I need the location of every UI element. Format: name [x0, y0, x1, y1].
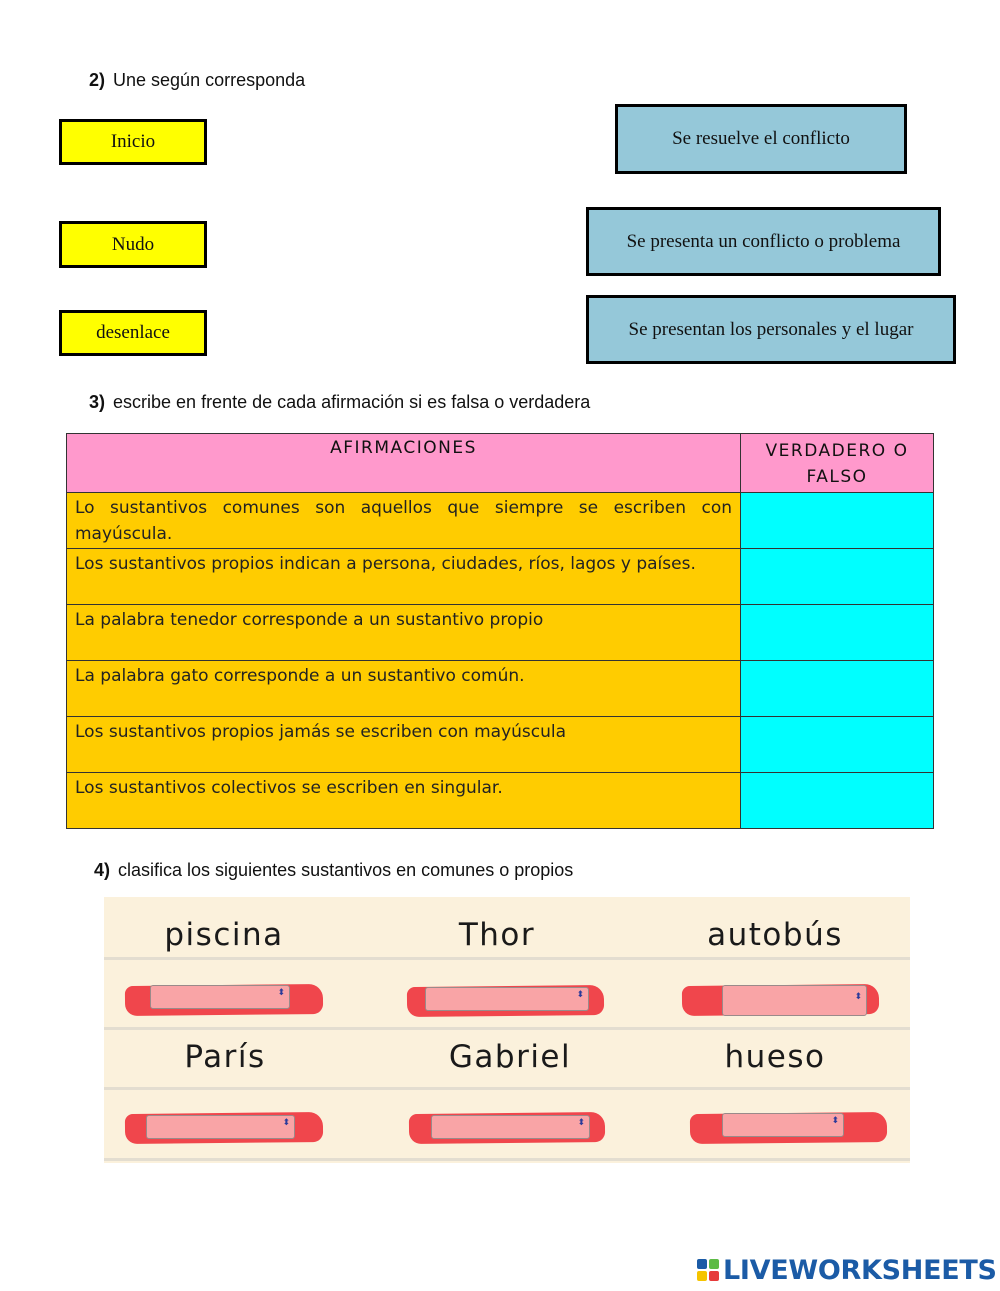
answer-input[interactable] [741, 493, 934, 549]
liveworksheets-logo [697, 1252, 997, 1288]
dropdown-arrows-icon: ⬍ [282, 1118, 290, 1128]
section-3-number: 3) [89, 392, 106, 412]
table-row [67, 549, 934, 605]
classify-select-thor[interactable] [425, 987, 589, 1011]
statement-cell: La palabra tenedor corresponde a un sustantivo propio [67, 605, 741, 661]
section-2-number: 2) [89, 70, 106, 90]
logo-square [697, 1271, 707, 1281]
section-3-title: escribe en frente de cada afirmación si es falsa o verdadera [113, 392, 591, 412]
section-4-title: clasifica los siguientes sustantivos en comunes o propios [118, 860, 574, 880]
answer-input[interactable] [741, 549, 934, 605]
word-gabriel: Gabriel [448, 1039, 572, 1075]
board-divider [104, 1087, 910, 1090]
section-3-heading [89, 392, 590, 413]
logo-square [709, 1259, 719, 1269]
match-right-presenta-conflicto[interactable]: Se presenta un conflicto o problema [586, 207, 941, 276]
statement-cell: Los sustantivos colectivos se escriben en singular. [67, 773, 741, 829]
match-right-resuelve[interactable]: Se resuelve el conflicto [615, 104, 907, 174]
statement-cell: La palabra gato corresponde a un sustantivo común. [67, 661, 741, 717]
statement-cell: Lo sustantivos comunes son aquellos que siempre se escriben con mayúscula. [67, 493, 741, 549]
column-header-statements: AFIRMACIONES [67, 434, 741, 493]
section-4-heading [94, 860, 573, 881]
classify-select-gabriel[interactable] [431, 1115, 590, 1139]
match-left-inicio[interactable]: Inicio [59, 119, 207, 165]
answer-input[interactable] [741, 717, 934, 773]
section-4-number: 4) [94, 860, 111, 880]
classify-select-hueso[interactable] [722, 1113, 844, 1137]
logo-square [709, 1271, 719, 1281]
board-divider [104, 1158, 910, 1161]
table-row [67, 493, 934, 549]
dropdown-arrows-icon: ⬍ [831, 1116, 839, 1126]
board-divider [104, 1027, 910, 1030]
dropdown-arrows-icon: ⬍ [577, 1118, 585, 1128]
table-row [67, 605, 934, 661]
match-right-presentan-personajes[interactable]: Se presentan los personales y el lugar [586, 295, 956, 364]
dropdown-arrows-icon: ⬍ [277, 988, 285, 998]
word-autobus: autobús [707, 917, 843, 953]
answer-input[interactable] [741, 773, 934, 829]
true-false-table [66, 433, 934, 829]
logo-text: LIVEWORKSHEETS [723, 1254, 997, 1286]
dropdown-arrows-icon: ⬍ [854, 992, 862, 1002]
classify-select-autobus[interactable] [722, 985, 867, 1016]
word-thor: Thor [458, 917, 536, 953]
logo-grid-icon [697, 1259, 719, 1281]
word-hueso: hueso [724, 1039, 826, 1075]
classify-select-piscina[interactable] [150, 985, 290, 1009]
table-row [67, 773, 934, 829]
answer-input[interactable] [741, 605, 934, 661]
classify-select-paris[interactable] [146, 1115, 295, 1139]
answer-input[interactable] [741, 661, 934, 717]
logo-square [697, 1259, 707, 1269]
board-divider [104, 957, 910, 960]
match-left-nudo[interactable]: Nudo [59, 221, 207, 268]
statement-cell: Los sustantivos propios indican a persona, ciudades, ríos, lagos y países. [67, 549, 741, 605]
column-header-answer: VERDADERO O FALSO [741, 434, 934, 493]
match-left-desenlace[interactable]: desenlace [59, 310, 207, 356]
word-piscina: piscina [164, 917, 284, 953]
dropdown-arrows-icon: ⬍ [576, 990, 584, 1000]
table-row [67, 717, 934, 773]
section-2-heading [89, 70, 305, 91]
classification-board [104, 897, 910, 1163]
table-row [67, 661, 934, 717]
word-paris: París [184, 1039, 266, 1075]
statement-cell: Los sustantivos propios jamás se escriben con mayúscula [67, 717, 741, 773]
section-2-title: Une según corresponda [113, 70, 306, 90]
